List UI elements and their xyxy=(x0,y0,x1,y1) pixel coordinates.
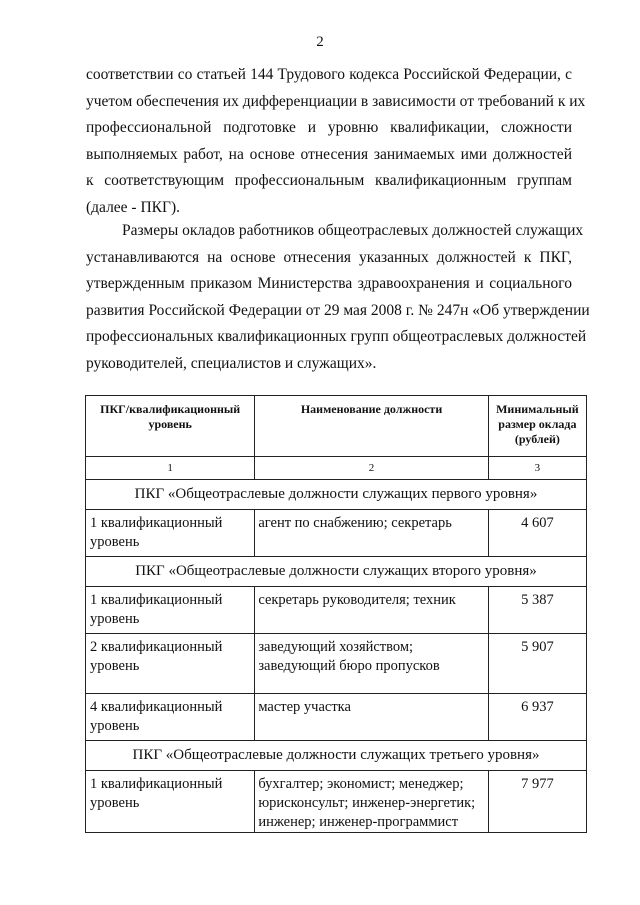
salary-cell: 5 387 xyxy=(488,587,586,634)
group-title: ПКГ «Общеотраслевые должности служащих второго уровня» xyxy=(86,557,587,587)
text-line: выполняемых работ, на основе отнесения занимаемых ими должностей xyxy=(86,145,572,163)
position-text: юрисконсульт; инженер-энергетик; xyxy=(258,795,476,811)
header-position: Наименование должности xyxy=(255,396,488,457)
text-line: учетом обеспечения их дифференциации в зависимости от требований к их xyxy=(86,92,586,110)
level-text: уровень xyxy=(90,611,140,627)
text-line: соответствии со статьей 144 Трудового кодекса Российской Федерации, с xyxy=(86,66,572,83)
position-text: бухгалтер; экономист; менеджер; xyxy=(258,776,464,792)
position-cell xyxy=(255,694,488,741)
level-text: уровень xyxy=(90,718,140,734)
level-text: 1 квалификационный xyxy=(90,776,223,792)
page-number: 2 xyxy=(316,34,324,50)
position-text: секретарь руководителя; техник xyxy=(258,592,456,608)
text-line: профессиональных квалификационных групп общеотраслевых должностей xyxy=(86,328,587,345)
level-text: уровень xyxy=(90,795,140,811)
text-line: развития Российской Федерации от 29 мая 2008 г. № 247н «Об утверждении xyxy=(86,301,590,319)
position-text: заведующий хозяйством; xyxy=(258,639,414,655)
text-line: руководителей, специалистов и служащих». xyxy=(86,354,377,372)
level-text: 4 квалификационный xyxy=(90,699,223,715)
column-number: 1 xyxy=(86,457,255,480)
position-cell xyxy=(255,634,488,694)
salary-cell: 6 937 xyxy=(488,694,586,741)
text-line: к соответствующим профессиональным квалификационным группам xyxy=(86,172,572,189)
group-row xyxy=(86,741,587,771)
level-cell xyxy=(86,510,255,557)
salary-cell: 7 977 xyxy=(488,771,586,833)
level-text: 1 квалификационный xyxy=(90,515,223,531)
level-cell xyxy=(86,587,255,634)
text-line: профессиональной подготовке и уровню квалификации, сложности xyxy=(86,119,572,136)
paragraph-salary-basis xyxy=(86,218,590,377)
level-text: уровень xyxy=(90,658,140,674)
position-text: мастер участка xyxy=(258,699,351,715)
group-row xyxy=(86,557,587,587)
level-cell xyxy=(86,694,255,741)
position-cell xyxy=(255,771,488,833)
position-cell xyxy=(255,510,488,557)
table-row xyxy=(86,510,587,557)
column-number: 2 xyxy=(255,457,488,480)
table-row xyxy=(86,634,587,694)
header-salary: Минимальный размер оклада (рублей) xyxy=(488,396,586,457)
text-line: утвержденным приказом Министерства здравоохранения и социального xyxy=(86,275,572,292)
salary-cell: 4 607 xyxy=(488,510,586,557)
text-line: (далее - ПКГ). xyxy=(86,198,180,216)
salary-cell: 5 907 xyxy=(488,634,586,694)
level-text: 1 квалификационный xyxy=(90,592,223,608)
level-text: 2 квалификационный xyxy=(90,639,223,655)
level-cell xyxy=(86,634,255,694)
level-text: уровень xyxy=(90,534,140,550)
table-row xyxy=(86,694,587,741)
table-row xyxy=(86,587,587,634)
position-text: инженер; инженер-программист xyxy=(258,814,459,830)
column-number-row xyxy=(86,457,587,480)
table-header-row xyxy=(86,396,587,457)
group-row xyxy=(86,480,587,510)
salary-table xyxy=(85,395,587,833)
position-text: агент по снабжению; секретарь xyxy=(258,515,452,531)
position-cell xyxy=(255,587,488,634)
position-text: заведующий бюро пропусков xyxy=(258,658,440,674)
paragraph-continuation xyxy=(86,62,586,221)
text-line: Размеры окладов работников общеотраслевых должностей служащих xyxy=(122,222,584,239)
group-title: ПКГ «Общеотраслевые должности служащих первого уровня» xyxy=(86,480,587,510)
level-cell xyxy=(86,771,255,833)
group-title: ПКГ «Общеотраслевые должности служащих третьего уровня» xyxy=(86,741,587,771)
table-row xyxy=(86,771,587,833)
text-line: устанавливаются на основе отнесения указанных должностей к ПКГ, xyxy=(86,248,572,266)
header-level: ПКГ/квалификационный уровень xyxy=(86,396,255,457)
column-number: 3 xyxy=(488,457,586,480)
